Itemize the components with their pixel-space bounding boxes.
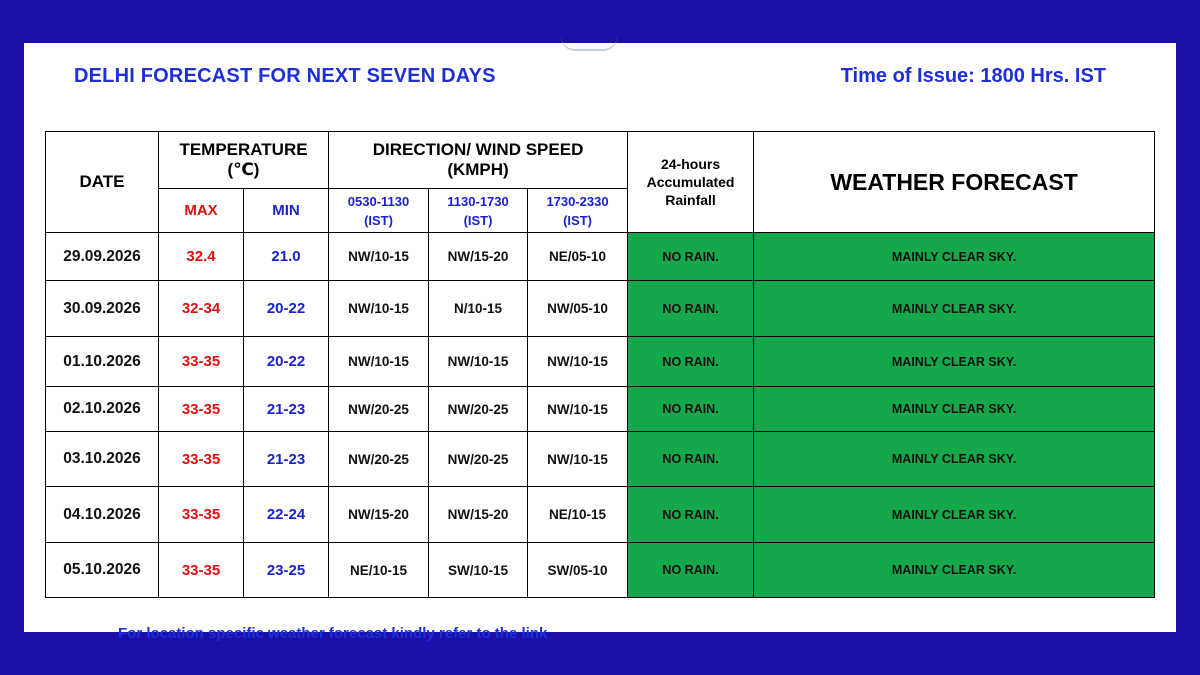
cell-date: 03.10.2026 [46,432,159,487]
table-row [46,543,1155,598]
header-wind [329,132,628,189]
cell-date: 02.10.2026 [46,387,159,432]
cell-forecast: MAINLY CLEAR SKY. [754,543,1155,598]
header-slot-morning [329,189,429,233]
cell-rainfall: NO RAIN. [628,337,754,387]
cell-wind-afternoon: NW/10-15 [429,337,528,387]
footnote-link-text[interactable]: For location specific weather forecast kindly refer to the link [118,625,548,642]
cell-wind-evening: NW/10-15 [528,337,628,387]
header-max: MAX [159,189,244,233]
cell-date: 01.10.2026 [46,337,159,387]
cell-forecast: MAINLY CLEAR SKY. [754,281,1155,337]
cell-min: 23-25 [244,543,329,598]
cell-wind-morning: NW/10-15 [329,281,429,337]
page-title: DELHI FORECAST FOR NEXT SEVEN DAYS [74,65,496,87]
header-temperature [159,132,329,189]
table-row [46,432,1155,487]
cell-forecast: MAINLY CLEAR SKY. [754,487,1155,543]
cell-max: 33-35 [159,432,244,487]
slot-zone: (IST) [563,212,592,228]
cell-forecast: MAINLY CLEAR SKY. [754,233,1155,281]
header-temperature-label: TEMPERATURE [179,140,308,159]
header-rainfall-line: Rainfall [665,192,716,208]
cell-wind-evening: NE/10-15 [528,487,628,543]
cell-wind-afternoon: SW/10-15 [429,543,528,598]
cell-rainfall: NO RAIN. [628,543,754,598]
cell-forecast: MAINLY CLEAR SKY. [754,387,1155,432]
forecast-sheet [24,43,1176,642]
header-rainfall [628,132,754,233]
header-slot-evening [528,189,628,233]
table-row [46,337,1155,387]
header-rainfall-line: Accumulated [646,174,735,190]
slot-zone: (IST) [364,212,393,228]
cell-rainfall: NO RAIN. [628,281,754,337]
cell-date: 30.09.2026 [46,281,159,337]
header-rainfall-line: 24-hours [660,156,721,172]
cell-date: 29.09.2026 [46,233,159,281]
cell-max: 32.4 [159,233,244,281]
cell-min: 20-22 [244,337,329,387]
cell-min: 21-23 [244,387,329,432]
cell-rainfall: NO RAIN. [628,387,754,432]
cell-wind-morning: NE/10-15 [329,543,429,598]
cell-min: 21-23 [244,432,329,487]
cell-wind-morning: NW/10-15 [329,337,429,387]
slot-time: 0530-1130 [347,193,410,209]
cell-rainfall: NO RAIN. [628,487,754,543]
cell-min: 20-22 [244,281,329,337]
emblem-icon [561,37,617,51]
cell-wind-morning: NW/20-25 [329,387,429,432]
cell-date: 05.10.2026 [46,543,159,598]
cell-max: 33-35 [159,387,244,432]
cell-max: 32-34 [159,281,244,337]
table-row [46,387,1155,432]
cell-wind-evening: NE/05-10 [528,233,628,281]
cell-wind-evening: NW/10-15 [528,432,628,487]
table-row [46,233,1155,281]
header-temperature-unit: (℃) [227,160,260,179]
cell-wind-afternoon: NW/15-20 [429,487,528,543]
table-row [46,281,1155,337]
cell-date: 04.10.2026 [46,487,159,543]
header-wind-unit: (KMPH) [447,160,509,179]
cell-rainfall: NO RAIN. [628,432,754,487]
cell-max: 33-35 [159,487,244,543]
cell-min: 21.0 [244,233,329,281]
slot-time: 1730-2330 [546,193,609,209]
slot-time: 1130-1730 [447,193,509,209]
header-date: DATE [46,132,159,233]
cell-wind-afternoon: NW/20-25 [429,387,528,432]
cell-rainfall: NO RAIN. [628,233,754,281]
cell-wind-afternoon: N/10-15 [429,281,528,337]
cell-wind-morning: NW/15-20 [329,487,429,543]
header-slot-afternoon [429,189,528,233]
cell-forecast: MAINLY CLEAR SKY. [754,337,1155,387]
table-row [46,487,1155,543]
cell-wind-evening: NW/10-15 [528,387,628,432]
cell-max: 33-35 [159,337,244,387]
cell-wind-evening: NW/05-10 [528,281,628,337]
time-of-issue: Time of Issue: 1800 Hrs. IST [840,65,1106,87]
cell-wind-morning: NW/20-25 [329,432,429,487]
cell-wind-afternoon: NW/20-25 [429,432,528,487]
forecast-table [45,131,1155,598]
header-min: MIN [244,189,329,233]
cell-wind-morning: NW/10-15 [329,233,429,281]
cell-wind-afternoon: NW/15-20 [429,233,528,281]
cell-wind-evening: SW/05-10 [528,543,628,598]
cell-min: 22-24 [244,487,329,543]
header-wind-label: DIRECTION/ WIND SPEED [372,140,584,159]
cell-max: 33-35 [159,543,244,598]
slot-zone: (IST) [463,212,493,228]
cell-forecast: MAINLY CLEAR SKY. [754,432,1155,487]
header-weather-forecast: WEATHER FORECAST [754,132,1155,233]
